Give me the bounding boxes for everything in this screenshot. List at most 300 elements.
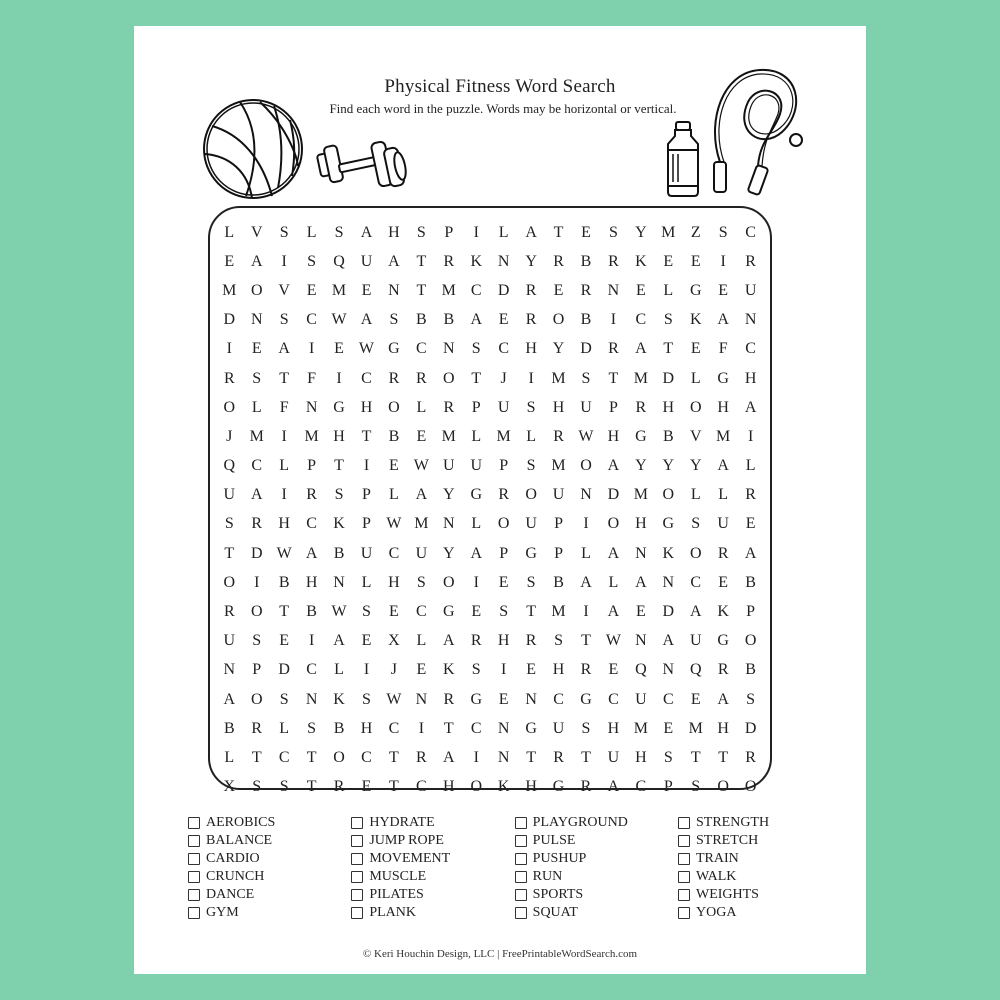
grid-letter: M <box>633 369 648 387</box>
grid-letter: R <box>608 252 619 270</box>
grid-letter: S <box>499 603 509 621</box>
grid-letter: G <box>333 398 345 416</box>
grid-letter: D <box>662 603 675 621</box>
grid-letter: R <box>745 748 756 766</box>
grid-letter: T <box>718 748 729 766</box>
grid-letter: Y <box>443 486 455 504</box>
grid-letter: T <box>416 252 427 270</box>
grid-letter: E <box>526 661 536 679</box>
word-checkbox[interactable] <box>351 817 363 829</box>
word-item <box>351 814 511 832</box>
grid-letter: I <box>308 632 315 650</box>
word-label: WALK <box>695 869 737 884</box>
grid-letter: S <box>252 632 262 650</box>
grid-letter: B <box>745 661 756 679</box>
grid-letter: I <box>501 661 507 679</box>
word-checkbox[interactable] <box>515 889 527 901</box>
grid-letter: S <box>307 719 317 737</box>
grid-letter: N <box>415 690 428 708</box>
grid-letter: C <box>388 719 400 737</box>
grid-letter: T <box>471 369 482 387</box>
grid-letter: B <box>580 311 592 329</box>
grid-letter: A <box>333 632 345 650</box>
grid-letter: A <box>744 544 757 562</box>
grid-letter: E <box>608 661 619 679</box>
word-label: HYDRATE <box>369 815 435 830</box>
grid-letter: K <box>333 690 345 708</box>
word-checkbox[interactable] <box>515 835 527 847</box>
grid-letter: E <box>334 340 344 358</box>
grid-letter: E <box>581 223 591 241</box>
grid-letter: R <box>525 632 537 650</box>
grid-letter: A <box>305 544 318 562</box>
grid-letter: P <box>663 778 673 796</box>
grid-letter: O <box>689 398 702 416</box>
grid-letter: R <box>580 281 592 299</box>
grid-letter: R <box>251 515 263 533</box>
grid-letter: T <box>581 748 591 766</box>
basketball-icon <box>200 96 306 202</box>
grid-letter: H <box>552 661 565 679</box>
grid-letter: I <box>336 369 342 387</box>
word-checkbox[interactable] <box>678 889 690 901</box>
grid-row <box>216 393 764 422</box>
grid-letter: N <box>333 573 345 591</box>
grid-letter: L <box>526 427 536 445</box>
grid-letter: L <box>471 515 482 533</box>
grid-letter: K <box>689 311 702 329</box>
grid-letter: R <box>745 252 756 270</box>
word-checkbox[interactable] <box>188 871 200 883</box>
grid-letter: A <box>525 223 537 241</box>
grid-letter: H <box>360 398 373 416</box>
grid-letter: N <box>497 719 510 737</box>
grid-letter: S <box>526 457 536 475</box>
word-label: JUMP ROPE <box>369 833 444 848</box>
letter-grid <box>216 218 764 802</box>
grid-letter: C <box>361 748 372 766</box>
grid-letter: S <box>663 748 673 766</box>
word-label: PLANK <box>369 905 416 920</box>
grid-letter: O <box>250 603 263 621</box>
grid-letter: B <box>416 311 427 329</box>
grid-letter: G <box>552 778 565 796</box>
grid-letter: R <box>223 369 235 387</box>
word-checkbox[interactable] <box>351 871 363 883</box>
grid-letter: B <box>278 573 290 591</box>
grid-letter: L <box>279 457 290 475</box>
grid-letter: E <box>635 603 646 621</box>
grid-letter: A <box>635 340 647 358</box>
grid-letter: O <box>580 457 592 475</box>
grid-letter: K <box>497 778 510 796</box>
grid-letter: W <box>578 427 594 445</box>
grid-letter: T <box>581 632 591 650</box>
grid-letter: R <box>608 340 619 358</box>
footer-credit: © Keri Houchin Design, LLC | FreePrintableWordSearch.com <box>362 948 638 960</box>
grid-letter: S <box>416 223 426 241</box>
grid-letter: G <box>717 632 729 650</box>
grid-letter: N <box>580 486 592 504</box>
grid-letter: G <box>635 427 647 445</box>
word-item <box>515 904 675 922</box>
grid-letter: C <box>470 281 482 299</box>
word-item <box>351 832 511 850</box>
grid-letter: L <box>581 544 591 562</box>
grid-letter: U <box>717 515 729 533</box>
word-label: STRETCH <box>695 833 759 848</box>
grid-letter: H <box>552 398 565 416</box>
grid-letter: T <box>361 427 372 445</box>
grid-letter: S <box>746 690 756 708</box>
grid-letter: L <box>498 223 509 241</box>
grid-letter: E <box>279 632 290 650</box>
grid-letter: U <box>443 457 455 475</box>
grid-letter: O <box>689 544 702 562</box>
grid-row <box>216 364 764 393</box>
grid-letter: R <box>525 281 537 299</box>
grid-letter: M <box>633 719 648 737</box>
grid-letter: S <box>663 311 673 329</box>
grid-letter: W <box>386 515 402 533</box>
grid-letter: A <box>443 632 455 650</box>
grid-letter: J <box>390 661 398 679</box>
grid-letter: N <box>635 544 647 562</box>
word-checkbox[interactable] <box>188 889 200 901</box>
grid-letter: G <box>689 281 702 299</box>
word-item <box>188 814 348 832</box>
grid-letter: N <box>662 573 675 591</box>
grid-letter: I <box>720 252 726 270</box>
grid-letter: I <box>528 369 534 387</box>
grid-letter: E <box>416 427 427 445</box>
grid-letter: S <box>554 632 563 650</box>
grid-letter: R <box>416 748 427 766</box>
grid-letter: S <box>389 311 399 329</box>
word-checkbox[interactable] <box>188 835 200 847</box>
word-checkbox[interactable] <box>678 907 690 919</box>
word-checkbox[interactable] <box>351 853 363 865</box>
grid-letter: E <box>498 573 509 591</box>
grid-letter: N <box>635 632 647 650</box>
grid-letter: R <box>443 690 455 708</box>
grid-letter: S <box>471 340 481 358</box>
word-checkbox[interactable] <box>188 817 200 829</box>
grid-letter: I <box>473 748 479 766</box>
grid-letter: I <box>363 661 370 679</box>
word-label: SPORTS <box>532 887 584 902</box>
grid-letter: W <box>331 311 347 329</box>
grid-letter: N <box>388 281 400 299</box>
word-item <box>188 868 348 886</box>
grid-row <box>216 510 764 539</box>
grid-letter: C <box>388 544 400 562</box>
word-checkbox[interactable] <box>678 817 690 829</box>
grid-letter: G <box>580 690 592 708</box>
grid-letter: S <box>279 223 289 241</box>
grid-letter: H <box>635 515 647 533</box>
grid-letter: E <box>361 778 372 796</box>
word-item <box>351 850 511 868</box>
word-checkbox[interactable] <box>678 835 690 847</box>
grid-letter: E <box>553 281 564 299</box>
grid-letter: C <box>416 340 427 358</box>
grid-letter: S <box>718 223 728 241</box>
dumbbell-icon <box>317 134 409 196</box>
grid-letter: T <box>306 778 317 796</box>
grid-letter: R <box>525 311 537 329</box>
grid-row <box>216 597 764 626</box>
grid-letter: T <box>334 457 344 475</box>
grid-letter: K <box>635 252 647 270</box>
grid-letter: P <box>444 223 454 241</box>
word-item <box>515 850 675 868</box>
grid-letter: C <box>416 603 427 621</box>
jump-rope-icon <box>702 62 812 198</box>
grid-letter: L <box>361 573 372 591</box>
grid-letter: M <box>441 427 456 445</box>
grid-row <box>216 218 764 247</box>
word-checkbox[interactable] <box>188 907 200 919</box>
grid-letter: V <box>278 281 290 299</box>
grid-letter: C <box>470 719 482 737</box>
grid-letter: A <box>717 690 729 708</box>
grid-letter: O <box>223 398 236 416</box>
grid-letter: T <box>306 748 317 766</box>
grid-letter: U <box>223 486 236 504</box>
grid-letter: A <box>223 690 236 708</box>
word-item <box>515 814 675 832</box>
grid-letter: O <box>717 778 729 796</box>
word-checkbox[interactable] <box>678 871 690 883</box>
grid-letter: M <box>441 281 456 299</box>
grid-letter: B <box>745 573 756 591</box>
grid-letter: K <box>470 252 483 270</box>
grid-letter: W <box>358 340 375 358</box>
grid-letter: H <box>388 573 400 591</box>
grid-letter: O <box>552 311 565 329</box>
grid-row <box>216 306 764 335</box>
grid-letter: B <box>443 311 455 329</box>
grid-letter: U <box>223 632 236 650</box>
word-label: CARDIO <box>206 851 260 866</box>
grid-letter: K <box>717 603 729 621</box>
grid-letter: M <box>304 427 319 445</box>
grid-letter: S <box>691 778 701 796</box>
grid-letter: A <box>689 603 702 621</box>
grid-letter: H <box>607 719 620 737</box>
word-checkbox[interactable] <box>515 907 527 919</box>
grid-letter: O <box>470 778 483 796</box>
grid-letter: A <box>360 311 373 329</box>
grid-letter: A <box>607 778 620 796</box>
word-label: MOVEMENT <box>369 851 451 866</box>
grid-letter: N <box>497 748 510 766</box>
grid-letter: T <box>416 281 427 299</box>
grid-letter: S <box>526 573 536 591</box>
grid-letter: P <box>554 544 563 562</box>
grid-row <box>216 685 764 714</box>
grid-letter: D <box>580 340 592 358</box>
grid-letter: N <box>305 398 318 416</box>
grid-letter: D <box>662 369 675 387</box>
grid-letter: L <box>690 369 701 387</box>
word-label: STRENGTH <box>695 815 770 830</box>
grid-letter: D <box>497 281 510 299</box>
grid-letter: T <box>443 719 454 737</box>
grid-letter: T <box>389 778 399 796</box>
word-label: PULSE <box>532 833 576 848</box>
grid-letter: S <box>307 252 317 270</box>
grid-letter: S <box>224 515 234 533</box>
grid-letter: S <box>252 369 262 387</box>
grid-letter: R <box>717 544 729 562</box>
grid-letter: H <box>717 719 729 737</box>
grid-letter: G <box>717 369 729 387</box>
grid-letter: K <box>333 515 345 533</box>
grid-letter: U <box>607 748 620 766</box>
grid-letter: D <box>250 544 263 562</box>
grid-letter: O <box>497 515 510 533</box>
grid-letter: Y <box>635 457 647 475</box>
grid-letter: R <box>553 427 564 445</box>
grid-letter: I <box>610 311 617 329</box>
grid-letter: Y <box>689 457 702 475</box>
grid-letter: R <box>443 398 455 416</box>
grid-letter: O <box>388 398 400 416</box>
word-item <box>678 832 838 850</box>
grid-letter: S <box>581 719 591 737</box>
word-checkbox[interactable] <box>351 889 363 901</box>
grid-letter: C <box>306 515 317 533</box>
grid-letter: T <box>526 603 536 621</box>
word-item <box>351 904 511 922</box>
grid-letter: S <box>471 661 481 679</box>
grid-letter: S <box>334 486 344 504</box>
grid-letter: H <box>662 398 675 416</box>
word-label: PLAYGROUND <box>532 815 628 830</box>
grid-letter: K <box>662 544 675 562</box>
grid-letter: L <box>224 748 235 766</box>
grid-letter: N <box>497 252 510 270</box>
grid-letter: M <box>249 427 264 445</box>
grid-letter: A <box>744 398 757 416</box>
grid-row <box>216 539 764 568</box>
word-column <box>515 814 675 922</box>
grid-letter: N <box>443 515 455 533</box>
grid-letter: R <box>745 486 756 504</box>
grid-row <box>216 422 764 451</box>
grid-letter: Y <box>552 340 565 358</box>
word-item <box>678 904 838 922</box>
word-checkbox[interactable] <box>351 835 363 847</box>
grid-row <box>216 452 764 481</box>
grid-letter: X <box>223 778 236 796</box>
grid-letter: M <box>688 719 703 737</box>
grid-letter: C <box>278 748 290 766</box>
grid-letter: D <box>744 719 757 737</box>
grid-letter: C <box>553 690 564 708</box>
grid-letter: P <box>471 398 481 416</box>
word-item <box>515 868 675 886</box>
grid-letter: O <box>525 486 537 504</box>
grid-letter: E <box>498 690 509 708</box>
grid-row <box>216 627 764 656</box>
word-item <box>351 868 511 886</box>
grid-letter: E <box>690 340 701 358</box>
grid-letter: A <box>388 252 400 270</box>
grid-letter: P <box>252 661 262 679</box>
word-list <box>188 814 838 922</box>
grid-letter: L <box>224 223 235 241</box>
word-label: WEIGHTS <box>695 887 759 902</box>
word-checkbox[interactable] <box>351 907 363 919</box>
grid-letter: C <box>306 661 317 679</box>
grid-letter: W <box>276 544 292 562</box>
grid-letter: S <box>334 223 344 241</box>
grid-letter: R <box>251 719 263 737</box>
grid-letter: P <box>307 457 317 475</box>
grid-letter: R <box>580 661 592 679</box>
grid-letter: T <box>690 748 701 766</box>
grid-letter: I <box>281 252 287 270</box>
word-checkbox[interactable] <box>515 871 527 883</box>
grid-letter: H <box>278 515 290 533</box>
grid-letter: H <box>635 748 647 766</box>
grid-letter: C <box>416 778 427 796</box>
grid-letter: L <box>416 398 427 416</box>
grid-letter: V <box>250 223 263 241</box>
grid-letter: E <box>663 252 674 270</box>
word-item <box>515 886 675 904</box>
grid-letter: A <box>607 603 620 621</box>
water-bottle-icon <box>664 120 702 198</box>
grid-letter: T <box>663 340 674 358</box>
grid-letter: N <box>744 311 757 329</box>
grid-letter: S <box>416 573 426 591</box>
grid-letter: R <box>223 603 235 621</box>
grid-letter: U <box>415 544 428 562</box>
grid-letter: M <box>551 603 566 621</box>
word-label: MUSCLE <box>369 869 427 884</box>
grid-letter: L <box>334 661 344 679</box>
grid-letter: W <box>605 632 621 650</box>
grid-letter: G <box>662 515 675 533</box>
grid-letter: U <box>360 252 373 270</box>
word-checkbox[interactable] <box>678 853 690 865</box>
grid-letter: I <box>226 340 232 358</box>
word-checkbox[interactable] <box>188 853 200 865</box>
grid-letter: O <box>250 281 263 299</box>
grid-letter: R <box>333 778 345 796</box>
grid-letter: U <box>580 398 592 416</box>
grid-letter: M <box>661 223 676 241</box>
grid-letter: Y <box>662 457 675 475</box>
grid-letter: B <box>333 719 345 737</box>
word-checkbox[interactable] <box>515 817 527 829</box>
grid-letter: M <box>496 427 511 445</box>
grid-letter: H <box>443 778 455 796</box>
grid-letter: P <box>499 457 509 475</box>
word-item <box>188 904 348 922</box>
grid-letter: C <box>608 690 619 708</box>
word-item <box>188 832 348 850</box>
word-checkbox[interactable] <box>515 853 527 865</box>
grid-letter: G <box>525 544 537 562</box>
grid-letter: M <box>331 281 347 299</box>
grid-row <box>216 714 764 743</box>
grid-letter: S <box>252 778 262 796</box>
